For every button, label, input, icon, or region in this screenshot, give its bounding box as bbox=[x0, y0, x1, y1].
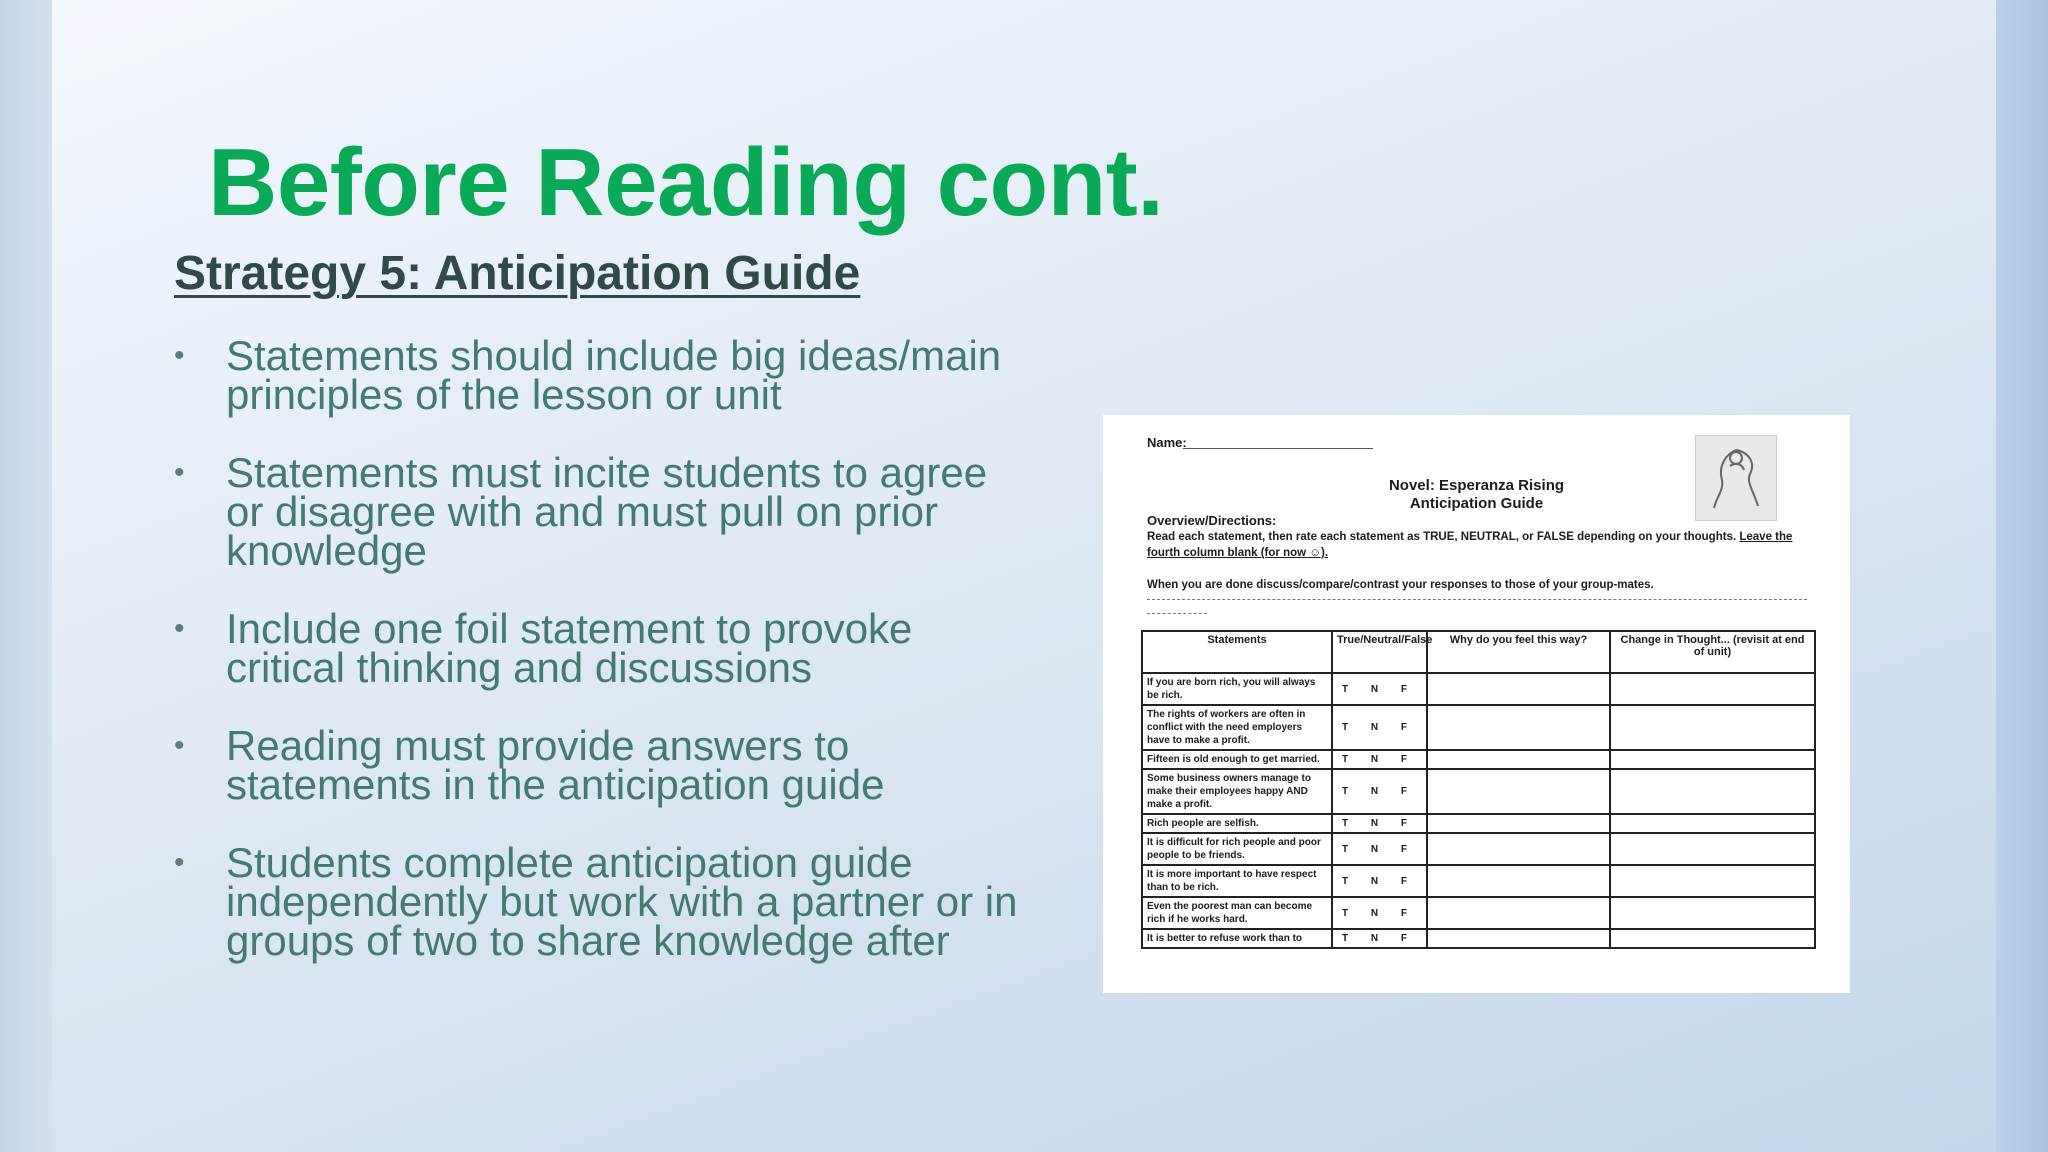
slide-title: Before Reading cont. bbox=[208, 129, 1164, 236]
table-row: It is more important to have respect than to be rich. T N F bbox=[1142, 865, 1815, 897]
worksheet-table bbox=[1141, 630, 1816, 949]
bullet-item: • Statements should include big ideas/main principles of the lesson or unit bbox=[174, 332, 1002, 418]
bullet-dot-icon: • bbox=[174, 612, 185, 645]
table-row: Fifteen is old enough to get married. T N F bbox=[1142, 750, 1815, 769]
header-tnf: True/Neutral/False bbox=[1332, 631, 1427, 673]
slide-left-edge bbox=[0, 0, 52, 1152]
worksheet-title: Novel: Esperanza Rising Anticipation Guide bbox=[1388, 477, 1565, 512]
table-row: It is better to refuse work than to T N F bbox=[1142, 929, 1815, 948]
table-row: It is difficult for rich people and poor people to be friends. T N F bbox=[1142, 833, 1815, 865]
worksheet-directions: Read each statement, then rate each statement as TRUE, NEUTRAL, or FALSE depending on your thoughts. Leave the fourth column blank (for now ☺). bbox=[1147, 531, 1793, 559]
header-change: Change in Thought... (revisit at end of unit) bbox=[1610, 631, 1815, 673]
table-row: Some business owners manage to make their employees happy AND make a profit. T N F bbox=[1142, 769, 1815, 814]
bullet-dot-icon: • bbox=[174, 729, 185, 762]
bullet-list bbox=[174, 332, 1034, 999]
worksheet-directions-label: Overview/Directions: bbox=[1147, 513, 1277, 528]
bullet-item: • Reading must provide answers to statements in the anticipation guide bbox=[174, 722, 885, 808]
bullet-item: • Students complete anticipation guide independently but work with a partner or in groups of two to share knowledge after bbox=[174, 839, 1018, 964]
worksheet-rule bbox=[1147, 613, 1207, 614]
worksheet-name-line bbox=[1183, 448, 1373, 449]
bullet-dot-icon: • bbox=[174, 846, 185, 879]
anticipation-guide-worksheet-image bbox=[1103, 415, 1850, 993]
table-row: Even the poorest man can become rich if he works hard. T N F bbox=[1142, 897, 1815, 929]
header-why: Why do you feel this way? bbox=[1427, 631, 1610, 673]
bullet-item: • Statements must incite students to agree or disagree with and must pull on prior knowledge bbox=[174, 449, 988, 574]
table-row: If you are born rich, you will always be rich. T N F bbox=[1142, 673, 1815, 705]
table-header-row bbox=[1142, 631, 1815, 673]
bullet-dot-icon: • bbox=[174, 339, 185, 372]
bullet-item: • Include one foil statement to provoke critical thinking and discussions bbox=[174, 605, 913, 691]
worksheet-name-label: Name: bbox=[1147, 435, 1187, 450]
header-statements: Statements bbox=[1142, 631, 1332, 673]
table-row: The rights of workers are often in conflict with the need employers have to make a profit. T N F bbox=[1142, 705, 1815, 750]
worksheet-when-done: When you are done discuss/compare/contrast your responses to those of your group-mates. bbox=[1147, 579, 1654, 591]
slide-right-edge bbox=[1996, 0, 2048, 1152]
slide-subtitle: Strategy 5: Anticipation Guide bbox=[174, 247, 861, 300]
bullet-dot-icon: • bbox=[174, 456, 185, 489]
table-row: Rich people are selfish. T N F bbox=[1142, 814, 1815, 833]
worksheet-rule bbox=[1147, 599, 1807, 600]
